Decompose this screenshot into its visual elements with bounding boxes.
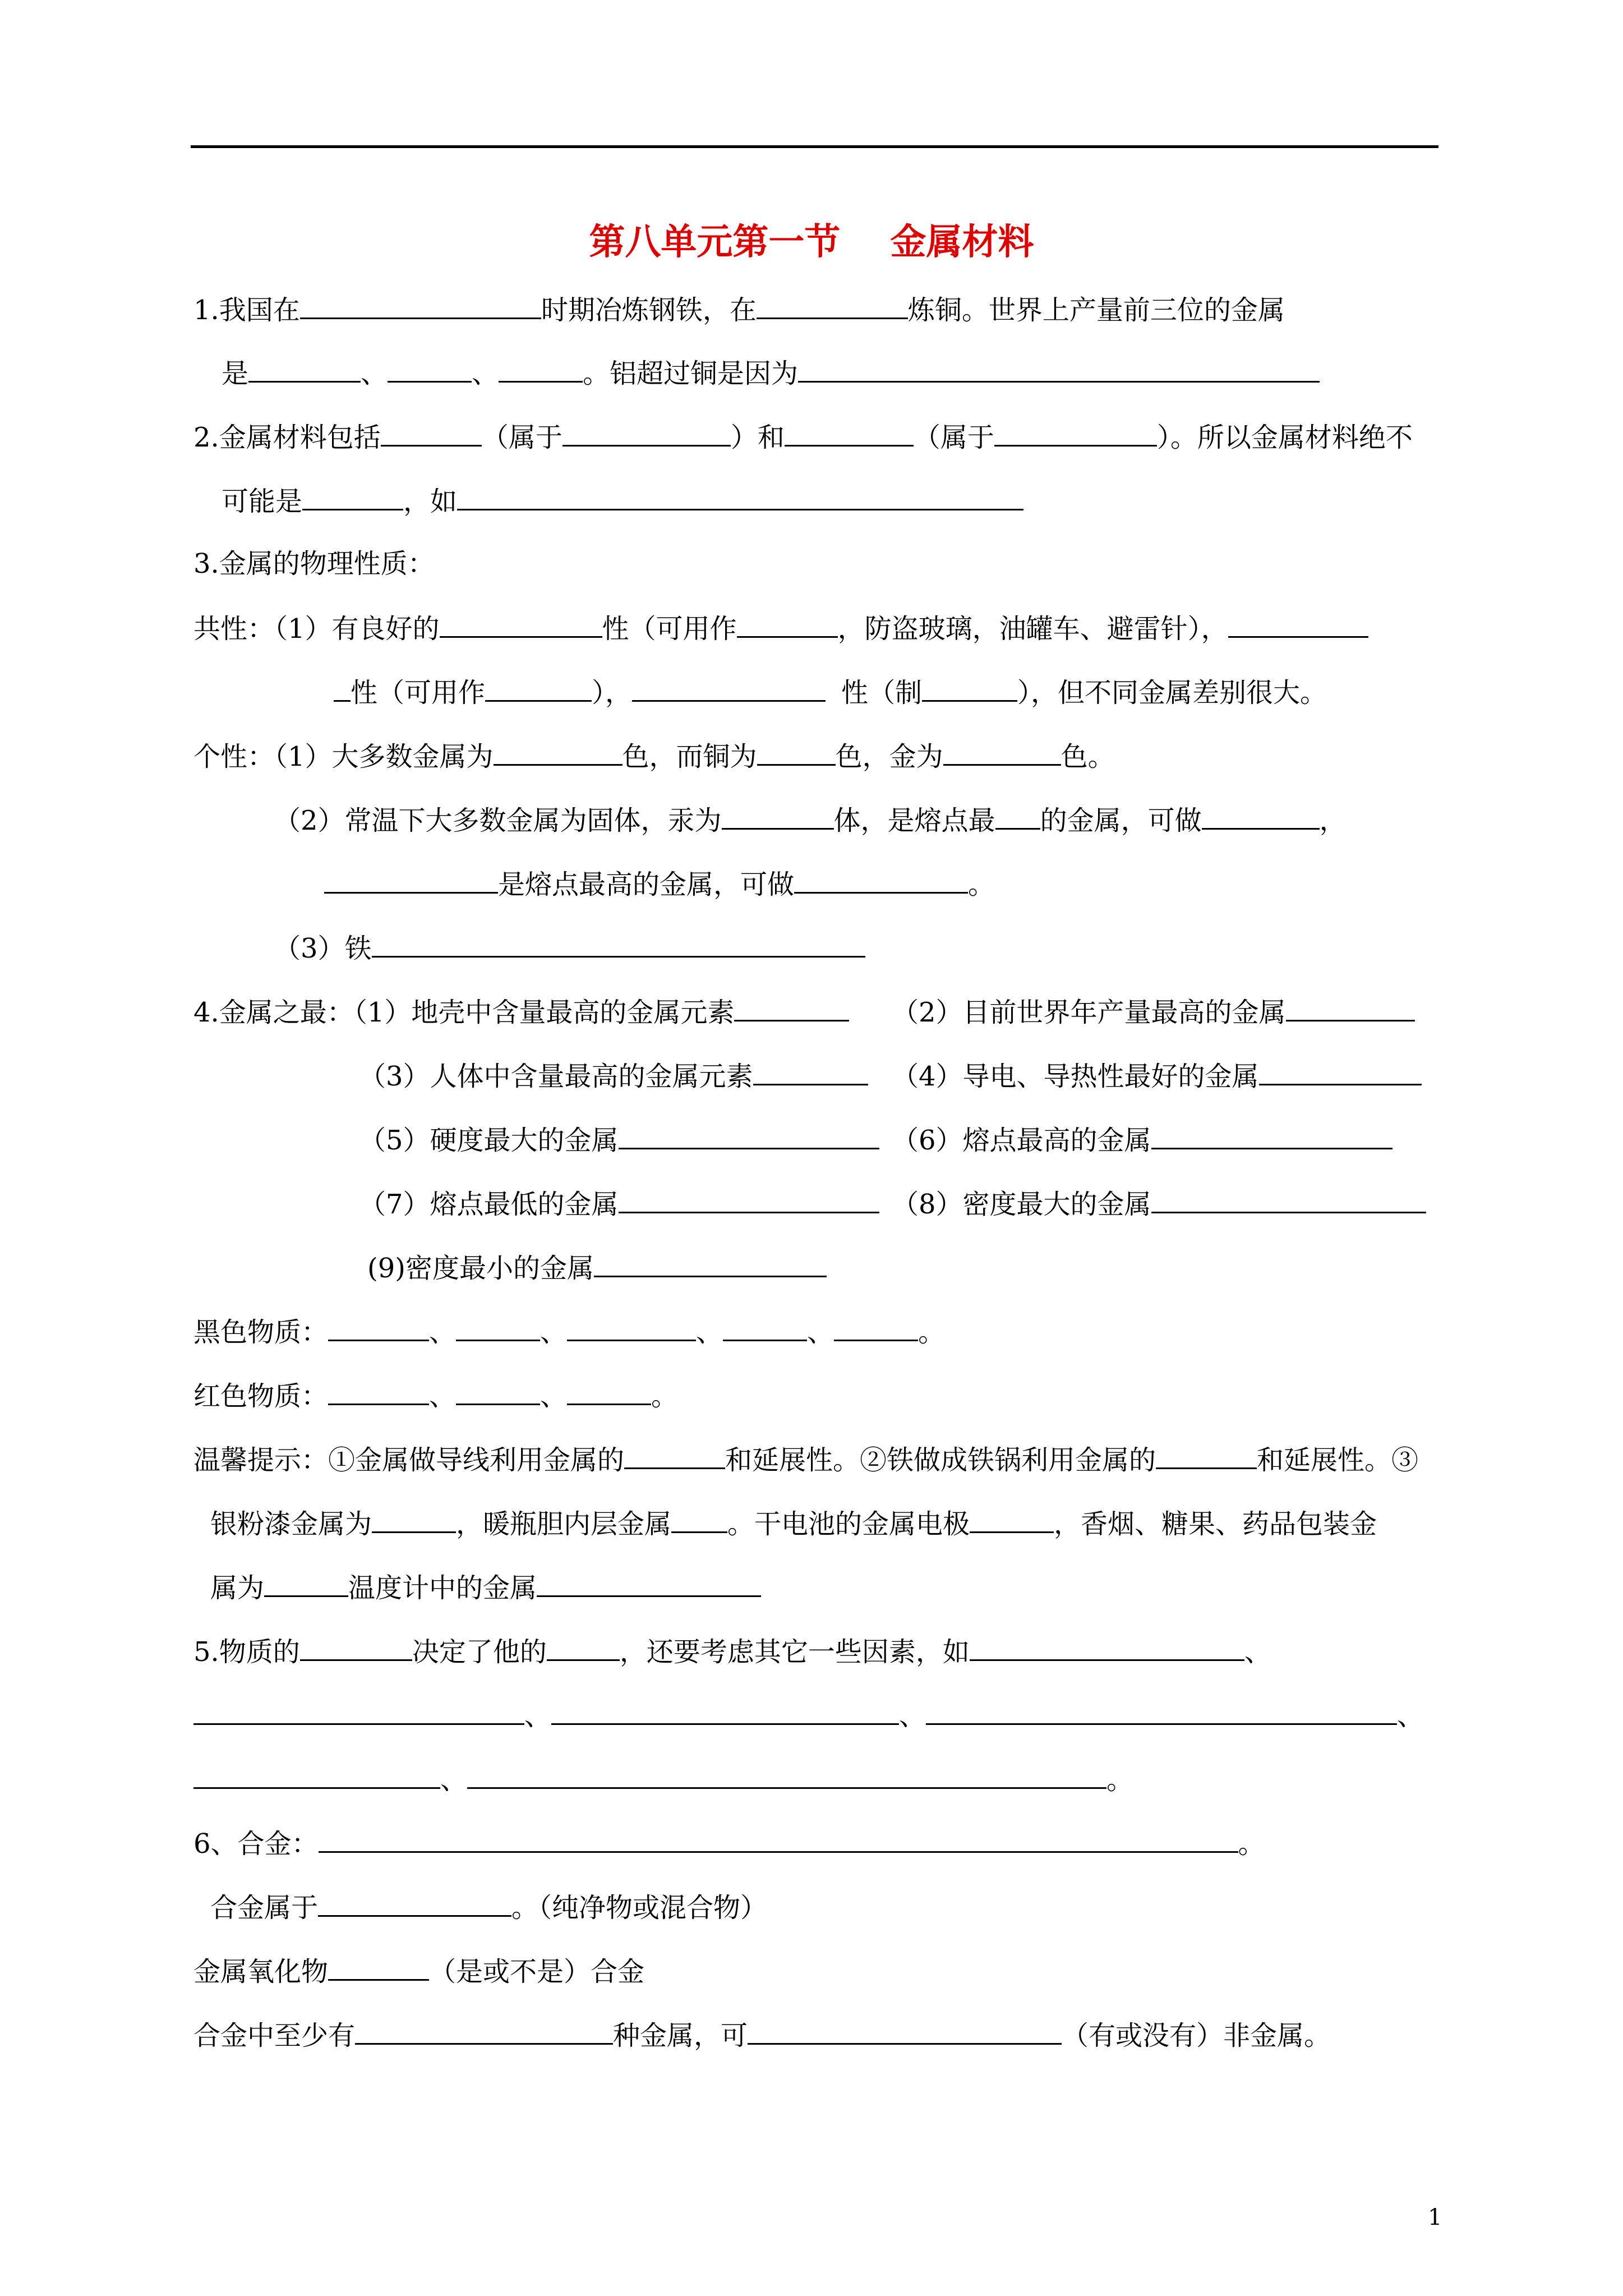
- q4-item-2: （2）目前世界年产量最高的金属: [892, 997, 1286, 1028]
- q6-text-c: 。（纯净物或混合物）: [511, 1892, 768, 1924]
- tips-blank-6[interactable]: [264, 1570, 348, 1597]
- q5-line-3: [193, 1761, 1133, 1797]
- q6-text-d: 金属氧化物: [193, 1956, 329, 1987]
- q3-p3-blank[interactable]: [372, 930, 865, 958]
- q4-line-3-right: [892, 1122, 1393, 1157]
- tips-blank-2[interactable]: [1156, 1442, 1257, 1469]
- q6-blank-3[interactable]: [328, 1953, 429, 1981]
- q3-individual-text-b: 色，而铜为: [622, 741, 757, 772]
- q5-blank-5[interactable]: [551, 1697, 899, 1725]
- q3-common-text-a: 共性：（1）有良好的: [193, 613, 440, 645]
- q6-line-1: [193, 1825, 1265, 1861]
- black-blank-3[interactable]: [567, 1314, 696, 1341]
- q4-blank-5[interactable]: [619, 1122, 879, 1149]
- q4-item-4: （4）导电、导热性最好的金属: [892, 1061, 1259, 1092]
- q4-blank-3[interactable]: [753, 1058, 868, 1085]
- q3-p2-blank-2[interactable]: [995, 802, 1040, 830]
- black-sep-2: 、: [540, 1317, 568, 1348]
- q3-common-blank-6[interactable]: [922, 674, 1017, 702]
- q6-text-a: 6、合金：: [193, 1828, 319, 1860]
- q1-text-c: 炼铜。世界上产量前三位的金属: [907, 295, 1285, 326]
- q2-line-2: [222, 483, 1023, 518]
- q3-p2-text-d: ，: [1319, 805, 1347, 836]
- q1-text-a: 1.我国在: [193, 295, 300, 326]
- red-sep-2: 、: [540, 1381, 568, 1412]
- tips-text-i: 温度计中的金属: [348, 1572, 537, 1604]
- q3-p2-text-c: 的金属，可做: [1040, 805, 1202, 836]
- q3-individual-blank-2[interactable]: [757, 738, 836, 766]
- q1-text-d: 是: [222, 358, 249, 389]
- q4-line-5: [367, 1250, 827, 1285]
- q4-line-3: [359, 1122, 879, 1157]
- red-substances-line: [193, 1378, 678, 1413]
- q5-sep-3: 、: [899, 1700, 926, 1732]
- tips-text-g: ，香烟、糖果、药品包装金: [1054, 1508, 1377, 1540]
- q4-line-1: [193, 994, 849, 1029]
- q5-sep-5: 、: [440, 1764, 468, 1796]
- q1-blank-metal-3[interactable]: [499, 355, 583, 383]
- q2-blank-3[interactable]: [785, 419, 914, 447]
- q4-item-1: （1）地壳中含量最高的金属元素: [353, 997, 735, 1028]
- q6-text-e: （是或不是）合金: [429, 1956, 645, 1987]
- black-end: 。: [918, 1317, 946, 1348]
- black-blank-4[interactable]: [723, 1314, 807, 1341]
- q1-blank-reason[interactable]: [798, 355, 1320, 383]
- q3-common-blank-4[interactable]: [485, 674, 592, 702]
- q6-blank-5[interactable]: [748, 2017, 1062, 2045]
- q5-line-1: [193, 1634, 1271, 1669]
- q3-p2-text-f: 。: [968, 869, 995, 900]
- q5-sep-2: 、: [524, 1700, 552, 1732]
- q4-blank-6[interactable]: [1151, 1122, 1393, 1149]
- black-blank-2[interactable]: [456, 1314, 540, 1341]
- black-blank-5[interactable]: [834, 1314, 918, 1341]
- q3-individual-blank-1[interactable]: [494, 738, 623, 766]
- q4-item-7: （7）熔点最低的金属: [359, 1189, 619, 1220]
- q1-blank-period[interactable]: [300, 292, 541, 319]
- q2-blank-4[interactable]: [994, 419, 1157, 447]
- q3-individual-text-d: 色。: [1061, 741, 1115, 772]
- q2-blank-5[interactable]: [302, 483, 403, 510]
- q5-line-2: [193, 1697, 1424, 1733]
- q1-sep-2: 、: [472, 358, 499, 389]
- q5-sep-4: 、: [1397, 1700, 1424, 1732]
- q3-common-blank-3b[interactable]: [334, 674, 351, 702]
- page-number: 1: [1428, 2205, 1442, 2230]
- q2-text-a: 2.金属材料包括: [193, 422, 381, 453]
- page-title: 第八单元第一节 金属材料: [589, 222, 1034, 263]
- black-sep-1: 、: [429, 1317, 457, 1348]
- q5-text-c: ，还要考虑其它一些因素，如: [619, 1636, 970, 1668]
- q2-blank-6[interactable]: [457, 483, 1023, 510]
- q4-item-8: （8）密度最大的金属: [892, 1189, 1151, 1220]
- q5-blank-7[interactable]: [193, 1761, 440, 1789]
- q5-blank-4[interactable]: [193, 1697, 524, 1725]
- tips-text-a: 温馨提示：①金属做导线利用金属的: [193, 1444, 625, 1476]
- q3-individual-text-a: 个性：（1）大多数金属为: [193, 741, 494, 772]
- black-sep-4: 、: [807, 1317, 834, 1348]
- q5-blank-6[interactable]: [926, 1697, 1397, 1725]
- q2-text-c: ）和: [730, 422, 785, 453]
- q3-individual-line-3: [324, 866, 995, 901]
- q2-blank-1[interactable]: [381, 419, 482, 447]
- q5-blank-1[interactable]: [300, 1634, 412, 1661]
- q3-individual-line-1: [193, 738, 1115, 774]
- q5-text-b: 决定了他的: [412, 1636, 547, 1668]
- q1-line-2: [222, 355, 1320, 390]
- q6-text-b: 合金属于: [210, 1892, 319, 1924]
- q2-text-b: （属于: [481, 422, 562, 453]
- tips-blank-5[interactable]: [970, 1506, 1054, 1533]
- tips-text-d: 银粉漆金属为: [210, 1508, 372, 1540]
- tips-blank-3[interactable]: [372, 1506, 456, 1533]
- q6-blank-2[interactable]: [318, 1889, 511, 1917]
- q2-text-g: ，如: [403, 486, 458, 517]
- q6-text-f: 合金中至少有: [193, 2020, 356, 2051]
- q5-sep-1: 、: [1244, 1636, 1271, 1668]
- q4-blank-9[interactable]: [594, 1250, 827, 1277]
- q6-end: 。: [1238, 1828, 1265, 1860]
- q3-common-blank-3[interactable]: [1228, 610, 1368, 638]
- q6-line-3: [193, 1953, 644, 1989]
- q4-item-5: （5）硬度最大的金属: [359, 1125, 619, 1156]
- black-label: 黑色物质：: [193, 1317, 329, 1348]
- q4-item-9: (9)密度最小的金属: [367, 1253, 594, 1284]
- q4-line-2-right: [892, 1058, 1422, 1093]
- q1-sep-1: 、: [361, 358, 388, 389]
- q4-blank-8[interactable]: [1151, 1186, 1426, 1213]
- q4-item-3: （3）人体中含量最高的金属元素: [359, 1061, 753, 1092]
- q3-p2-blank-3[interactable]: [1202, 802, 1320, 830]
- q3-common-line-1: [193, 610, 1368, 646]
- q3-individual-blank-3[interactable]: [943, 738, 1061, 766]
- black-sep-3: 、: [696, 1317, 723, 1348]
- q4-blank-1[interactable]: [734, 994, 849, 1022]
- q3-p2-text-b: 体，是熔点最: [833, 805, 995, 836]
- red-end: 。: [651, 1381, 679, 1412]
- q3-p2-text-e: 是熔点最高的金属，可做: [498, 869, 795, 900]
- q4-line-1-right: [892, 994, 1415, 1029]
- red-blank-2[interactable]: [456, 1378, 540, 1405]
- red-blank-3[interactable]: [567, 1378, 651, 1405]
- q3-common-blank-5[interactable]: [632, 674, 826, 702]
- header-rule: [191, 145, 1438, 148]
- q3-common-text-e: ），: [592, 677, 633, 708]
- q1-blank-place[interactable]: [757, 292, 908, 319]
- q1-line-1: [193, 292, 1285, 327]
- q3-individual-text-c: 色，金为: [835, 741, 943, 772]
- q2-blank-2[interactable]: [562, 419, 731, 447]
- q4-item-6: （6）熔点最高的金属: [892, 1125, 1151, 1156]
- tips-blank-1[interactable]: [624, 1442, 725, 1469]
- tips-text-b: 和延展性。②铁做成铁锅利用金属的: [725, 1444, 1156, 1476]
- q5-text-a: 5.物质的: [193, 1636, 300, 1668]
- tips-text-h: 属为: [210, 1572, 265, 1604]
- black-blank-1[interactable]: [328, 1314, 429, 1341]
- q3-p2-blank-4[interactable]: [324, 866, 498, 894]
- q3-individual-line-2: [274, 802, 1347, 838]
- q3-common-line-2: [334, 674, 1327, 710]
- q3-common-text-d: 性（可用作: [351, 677, 486, 708]
- q3-p2-blank-5[interactable]: [794, 866, 968, 894]
- q4-line-4-right: [892, 1186, 1426, 1221]
- q5-blank-8[interactable]: [467, 1761, 1106, 1789]
- tips-text-e: ，暖瓶胆内层金属: [456, 1508, 672, 1540]
- red-sep-1: 、: [429, 1381, 457, 1412]
- q2-text-f: 可能是: [222, 486, 303, 517]
- red-label: 红色物质：: [193, 1381, 329, 1412]
- q2-text-d: （属于: [913, 422, 994, 453]
- q5-blank-2[interactable]: [547, 1634, 620, 1661]
- q3-common-text-b: 性（可用作: [602, 613, 737, 645]
- q3-common-blank-2[interactable]: [737, 610, 838, 638]
- q2-line-1: [193, 419, 1413, 454]
- tips-blank-4[interactable]: [671, 1506, 727, 1533]
- tips-blank-7[interactable]: [537, 1570, 761, 1597]
- q3-common-text-g: ），但不同金属差别很大。: [1017, 677, 1327, 708]
- tips-text-c: 和延展性。③: [1257, 1444, 1419, 1476]
- q6-text-g: 种金属，可: [613, 2020, 748, 2051]
- q5-blank-3[interactable]: [970, 1634, 1244, 1661]
- q6-blank-1[interactable]: [319, 1825, 1238, 1853]
- red-blank-1[interactable]: [328, 1378, 429, 1405]
- q3-heading: 3.金属的物理性质：: [193, 548, 435, 579]
- q6-line-2: [210, 1889, 767, 1925]
- q3-common-text-c: ，防盗玻璃，油罐车、避雷针），: [837, 613, 1228, 645]
- black-substances-line: [193, 1314, 945, 1349]
- q3-p2-text-a: （2）常温下大多数金属为固体，汞为: [274, 805, 722, 836]
- q4-line-2: [359, 1058, 868, 1093]
- q6-line-4: [193, 2017, 1331, 2053]
- q2-text-e: ）。所以金属材料绝不: [1156, 422, 1413, 453]
- q4-line-4: [359, 1186, 879, 1221]
- q3-individual-line-4: [274, 930, 865, 965]
- q3-common-blank-1[interactable]: [440, 610, 602, 638]
- q3-p2-blank-1[interactable]: [722, 802, 834, 830]
- q4-blank-4[interactable]: [1259, 1058, 1422, 1085]
- q4-blank-2[interactable]: [1286, 994, 1415, 1022]
- q1-text-e: 。铝超过铜是因为: [583, 358, 799, 389]
- q1-text-b: 时期冶炼钢铁，在: [541, 295, 757, 326]
- tips-text-f: 。干电池的金属电极: [727, 1508, 970, 1540]
- q1-blank-metal-1[interactable]: [248, 355, 361, 383]
- q4-heading: 4.金属之最：: [193, 997, 354, 1028]
- q6-blank-4[interactable]: [355, 2017, 613, 2045]
- q4-blank-7[interactable]: [619, 1186, 879, 1213]
- q3-p3-text: （3）铁: [274, 933, 372, 964]
- q1-blank-metal-2[interactable]: [388, 355, 472, 383]
- q6-text-h: （有或没有）非金属。: [1062, 2020, 1331, 2051]
- q5-end: 。: [1106, 1764, 1134, 1796]
- tips-line-2: [210, 1506, 1377, 1541]
- tips-line-3: [210, 1570, 761, 1605]
- tips-line-1: [193, 1442, 1418, 1477]
- q3-common-text-f: 性（制: [841, 677, 923, 708]
